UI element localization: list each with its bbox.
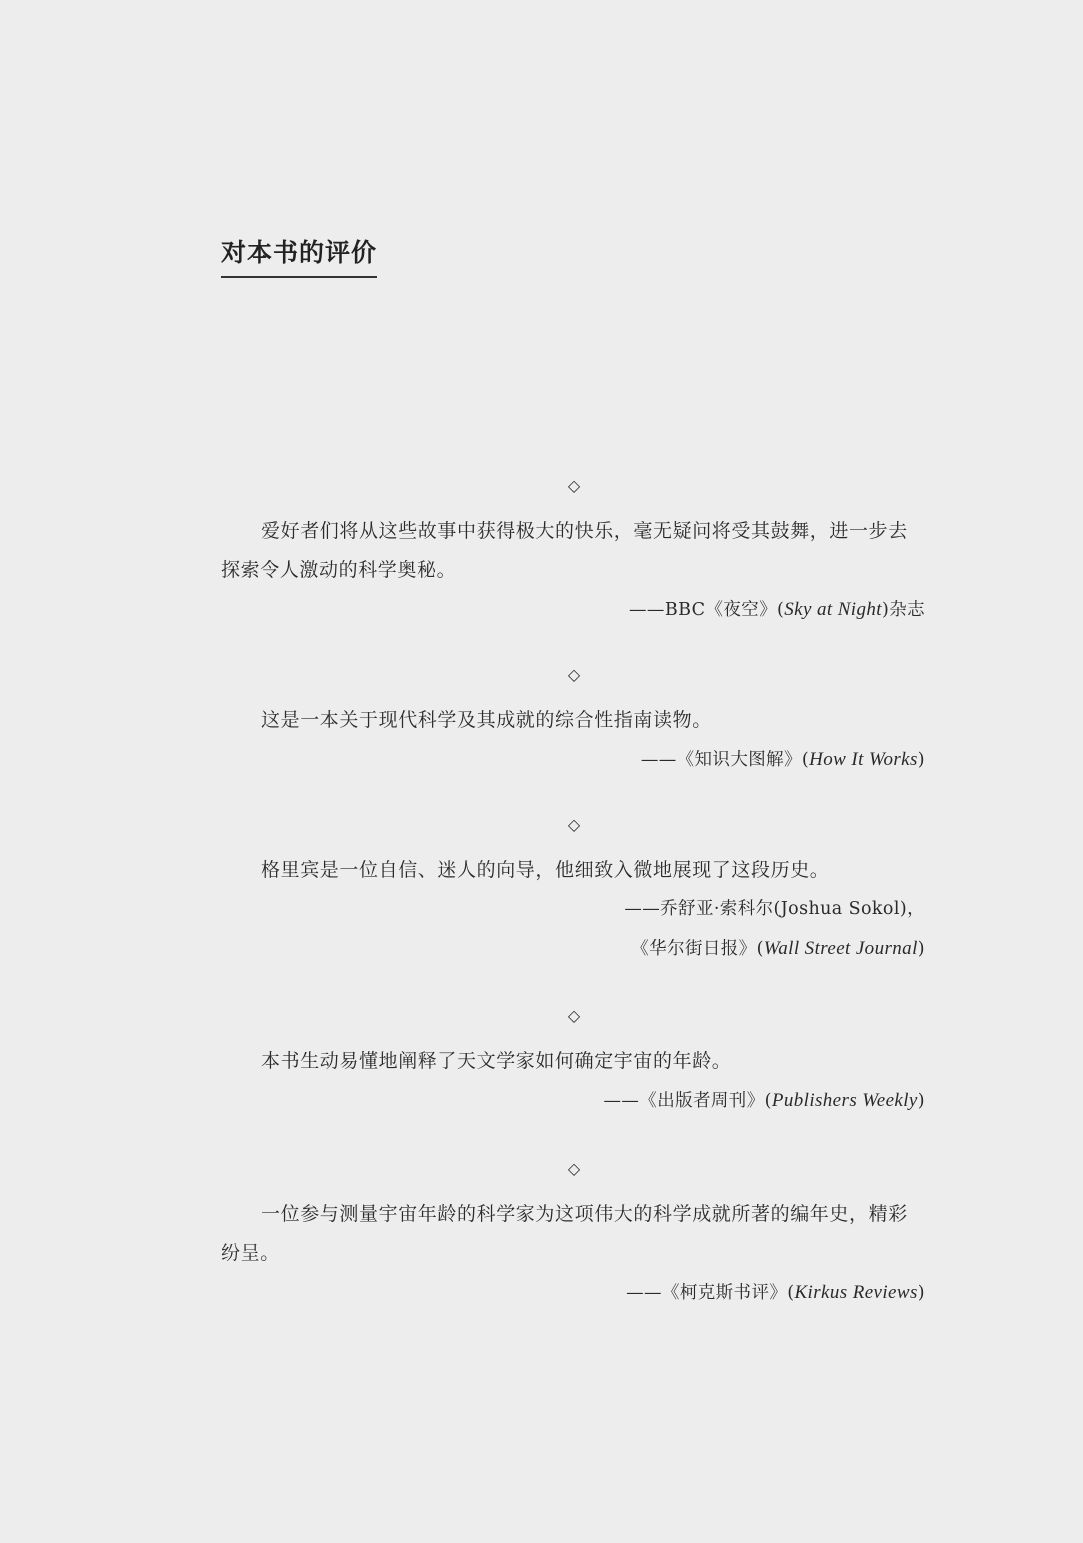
review-source <box>221 1273 925 1313</box>
source-english-title: How It Works <box>809 749 918 770</box>
review-quote: 格里宾是一位自信、迷人的向导，他细致入微地展现了这段历史。 <box>261 859 830 881</box>
review-source <box>221 929 925 969</box>
source-suffix: ) <box>917 939 925 959</box>
review-source <box>221 740 925 780</box>
source-prefix: ——BBC《夜空》( <box>629 600 785 620</box>
review-quote: 爱好者们将从这些故事中获得极大的快乐，毫无疑问将受其鼓舞，进一步去探索令人激动的科学奥秘。 <box>221 520 908 581</box>
review-item <box>221 476 925 630</box>
review-source <box>221 1081 925 1121</box>
review-source <box>221 590 925 630</box>
source-english-title: Publishers Weekly <box>771 1090 918 1111</box>
source-suffix: ) <box>917 1091 925 1111</box>
source-suffix: ) <box>917 750 925 770</box>
review-quote: 一位参与测量宇宙年龄的科学家为这项伟大的科学成就所著的编年史，精彩纷呈。 <box>221 1203 908 1264</box>
source-english-title: Sky at Night <box>784 599 882 620</box>
review-item <box>221 665 925 780</box>
page-title: 对本书的评价 <box>221 236 377 278</box>
source-prefix: 《华尔街日报》( <box>631 939 764 959</box>
source-english-title: Wall Street Journal <box>763 938 918 959</box>
review-quote: 这是一本关于现代科学及其成就的综合性指南读物。 <box>261 709 712 731</box>
diamond-separator-icon: ◇ <box>567 665 581 684</box>
source-suffix: ) <box>917 1283 925 1303</box>
source-english-title: Kirkus Reviews <box>794 1282 918 1303</box>
diamond-separator-icon: ◇ <box>567 476 581 495</box>
diamond-separator-icon: ◇ <box>567 1159 581 1178</box>
diamond-separator-icon: ◇ <box>567 815 581 834</box>
source-suffix: )杂志 <box>881 600 925 620</box>
review-source-author: ——乔舒亚·索科尔(Joshua Sokol)， <box>624 899 925 919</box>
source-prefix: ——《知识大图解》( <box>640 750 810 770</box>
diamond-separator-icon: ◇ <box>567 1006 581 1025</box>
review-item <box>221 815 925 969</box>
source-prefix: ——《出版者周刊》( <box>603 1091 772 1111</box>
review-item <box>221 1006 925 1121</box>
review-item <box>221 1159 925 1313</box>
source-prefix: ——《柯克斯书评》( <box>626 1283 795 1303</box>
review-quote: 本书生动易懂地阐释了天文学家如何确定宇宙的年龄。 <box>261 1050 732 1072</box>
